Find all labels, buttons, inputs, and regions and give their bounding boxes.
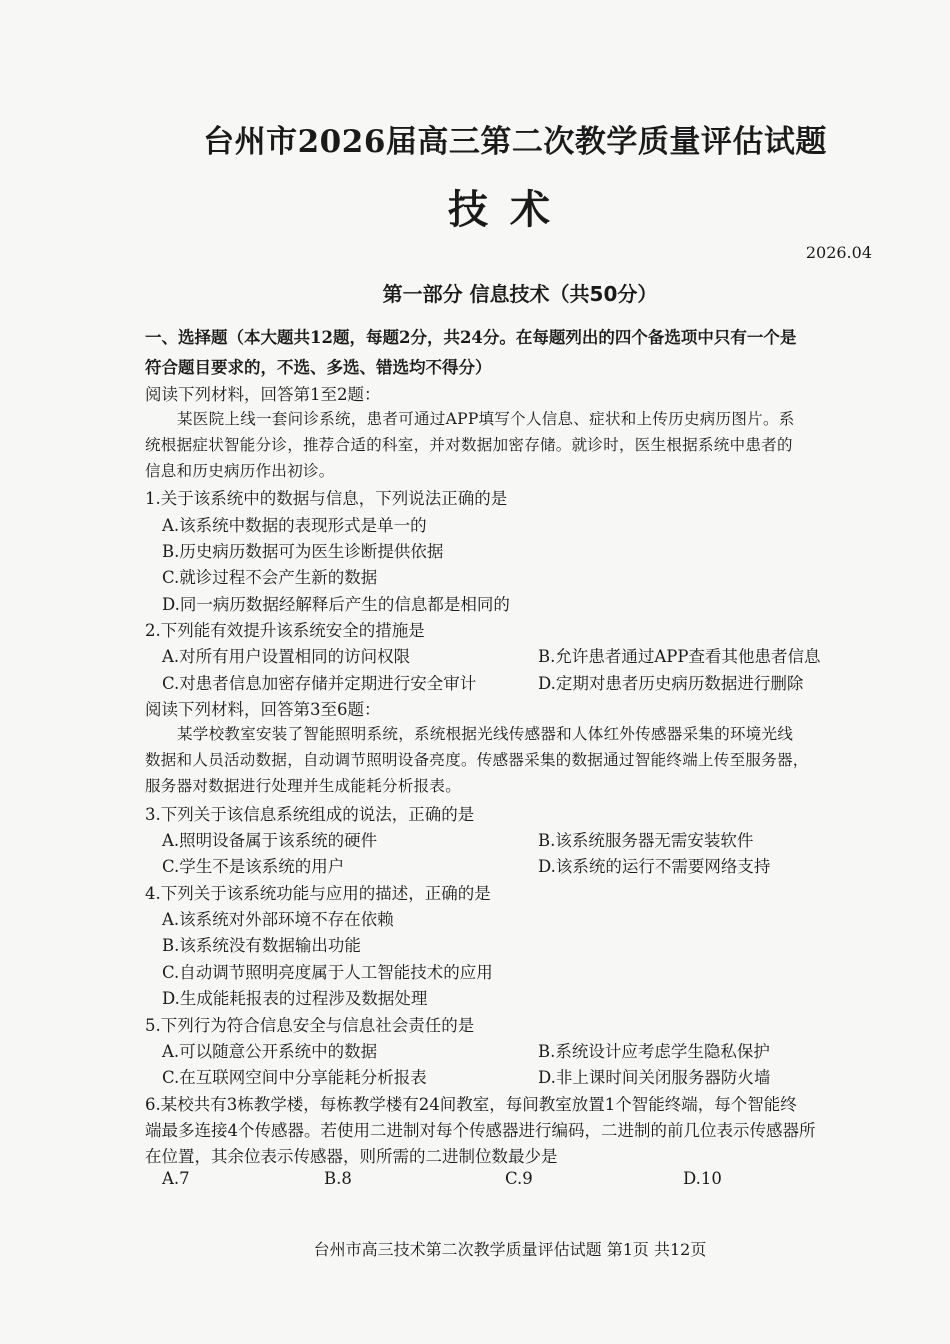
- exam-date: 2026.04: [805, 243, 872, 262]
- q6-option-c: C.9: [505, 1169, 533, 1188]
- q6-option-d: D.10: [683, 1169, 722, 1188]
- material2-intro: 阅读下列材料，回答第3至6题：: [145, 700, 381, 719]
- q5-option-d: D.非上课时间关闭服务器防火墙: [538, 1068, 771, 1087]
- q4-option-d: D.生成能耗报表的过程涉及数据处理: [162, 989, 428, 1008]
- q1-option-c: C.就诊过程不会产生新的数据: [162, 568, 378, 587]
- material2-line: 服务器对数据进行处理并生成能耗分析报表。: [145, 777, 462, 795]
- q6-option-b: B.8: [324, 1169, 352, 1188]
- q3-option-c: C.学生不是该系统的用户: [162, 857, 345, 876]
- q3-option-d: D.该系统的运行不需要网络支持: [538, 857, 771, 876]
- q2-option-b: B.允许患者通过APP查看其他患者信息: [538, 647, 821, 666]
- q4-option-c: C.自动调节照明亮度属于人工智能技术的应用: [162, 963, 493, 982]
- q1-option-a: A.该系统中数据的表现形式是单一的: [162, 516, 427, 535]
- section-instruction-line2: 符合题目要求的，不选、多选、错选均不得分）: [145, 358, 492, 377]
- q4-option-b: B.该系统没有数据输出功能: [162, 936, 361, 955]
- page-footer: 台州市高三技术第二次教学质量评估试题 第1页 共12页: [313, 1240, 707, 1259]
- q6-stem-line2: 端最多连接4个传感器。若使用二进制对每个传感器进行编码，二进制的前几位表示传感器所: [145, 1121, 816, 1140]
- material2-line: 某学校教室安装了智能照明系统，系统根据光线传感器和人体红外传感器采集的环境光线: [177, 725, 794, 743]
- q2-option-c: C.对患者信息加密存储并定期进行安全审计: [162, 674, 477, 693]
- q3-stem: 3.下列关于该信息系统组成的说法，正确的是: [145, 805, 475, 824]
- material1-line: 某医院上线一套问诊系统，患者可通过APP填写个人信息、症状和上传历史病历图片。系: [177, 410, 795, 428]
- q5-option-b: B.系统设计应考虑学生隐私保护: [538, 1042, 770, 1061]
- q5-option-a: A.可以随意公开系统中的数据: [162, 1042, 378, 1061]
- q4-option-a: A.该系统对外部环境不存在依赖: [162, 910, 394, 929]
- subject-title: 技术: [448, 186, 572, 233]
- section-instruction-line1: 一、选择题（本大题共12题，每题2分，共24分。在每题列出的四个备选项中只有一个是: [145, 328, 797, 347]
- q6-stem-line1: 6.某校共有3栋教学楼，每栋教学楼有24间教室，每间教室放置1个智能终端，每个智能终: [145, 1095, 797, 1114]
- q2-option-a: A.对所有用户设置相同的访问权限: [162, 647, 411, 666]
- q6-option-a: A.7: [162, 1169, 190, 1188]
- q1-option-b: B.历史病历数据可为医生诊断提供依据: [162, 542, 444, 561]
- material2-line: 数据和人员活动数据，自动调节照明设备亮度。传感器采集的数据通过智能终端上传至服务器，: [145, 751, 809, 769]
- q6-stem-line3: 在位置，其余位表示传感器，则所需的二进制位数最少是: [145, 1147, 558, 1166]
- q1-option-d: D.同一病历数据经解释后产生的信息都是相同的: [162, 595, 510, 614]
- q2-option-d: D.定期对患者历史病历数据进行删除: [538, 674, 804, 693]
- q3-option-b: B.该系统服务器无需安装软件: [538, 831, 754, 850]
- material1-line: 信息和历史病历作出初诊。: [145, 462, 335, 480]
- q1-stem: 1.关于该系统中的数据与信息，下列说法正确的是: [145, 489, 508, 508]
- q4-stem: 4.下列关于该系统功能与应用的描述，正确的是: [145, 884, 491, 903]
- material1-line: 统根据症状智能分诊，推荐合适的科室，并对数据加密存储。就诊时，医生根据系统中患者的: [145, 436, 793, 454]
- q5-stem: 5.下列行为符合信息安全与信息社会责任的是: [145, 1016, 475, 1035]
- part-heading: 第一部分 信息技术（共50分）: [382, 282, 658, 306]
- q5-option-c: C.在互联网空间中分享能耗分析报表: [162, 1068, 427, 1087]
- q2-stem: 2.下列能有效提升该系统安全的措施是: [145, 621, 425, 640]
- q3-option-a: A.照明设备属于该系统的硬件: [162, 831, 378, 850]
- material1-intro: 阅读下列材料，回答第1至2题：: [145, 385, 381, 404]
- exam-title: 台州市2026届高三第二次教学质量评估试题: [203, 124, 827, 160]
